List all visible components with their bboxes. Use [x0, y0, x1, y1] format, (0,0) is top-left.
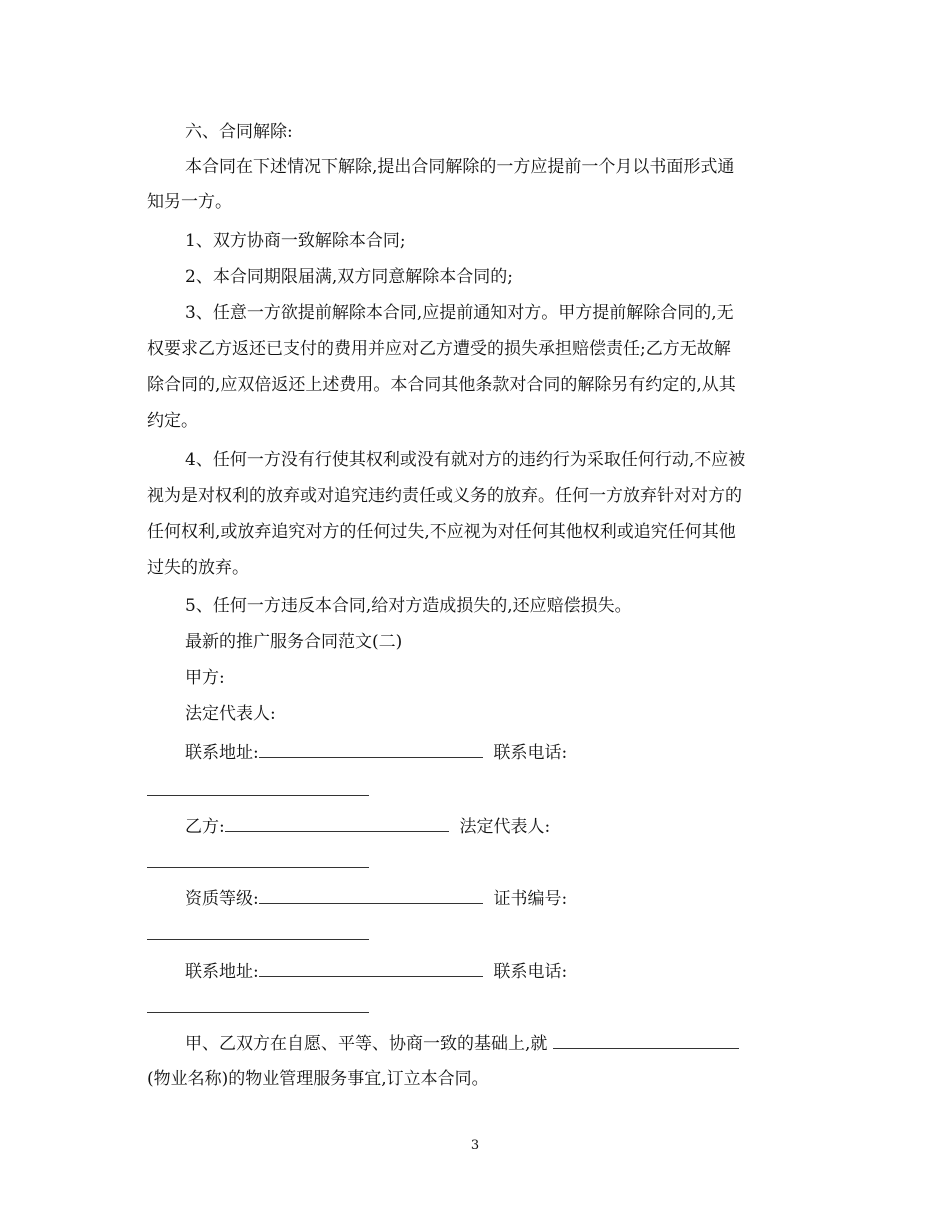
party-b-label: 乙方: — [185, 817, 225, 837]
address-blank-2 — [259, 958, 483, 977]
list-item-3-line: 权要求乙方返还已支付的费用并应对乙方遭受的损失承担赔偿责任;乙方无故解 — [147, 339, 731, 359]
legal-rep2-blank — [147, 867, 369, 868]
phone-blank — [147, 795, 369, 796]
final-text-pre: 甲、乙双方在自愿、平等、协商一致的基础上,就 — [185, 1034, 548, 1054]
phone-label: 联系电话: — [493, 743, 568, 763]
address-label: 联系地址: — [185, 743, 259, 763]
section-heading: 六、合同解除: — [185, 122, 293, 142]
final-paragraph-line: (物业名称)的物业管理服务事宜,订立本合同。 — [147, 1069, 489, 1089]
property-name-blank — [553, 1030, 739, 1049]
legal-rep2-label: 法定代表人: — [459, 817, 551, 837]
contract-title: 最新的推广服务合同范文(二) — [185, 632, 403, 652]
phone-label-2: 联系电话: — [493, 962, 568, 982]
address-blank — [259, 739, 483, 758]
qualification-blank — [259, 885, 483, 904]
final-paragraph-line — [185, 1030, 855, 1055]
legal-rep-label: 法定代表人: — [185, 704, 276, 724]
cert-no-label: 证书编号: — [493, 889, 568, 909]
paragraph-line: 本合同在下述情况下解除,提出合同解除的一方应提前一个月以书面形式通 — [185, 157, 735, 177]
address-label-2: 联系地址: — [185, 962, 259, 982]
list-item-3-line: 约定。 — [147, 411, 198, 431]
list-item-3-line: 3、任意一方欲提前解除本合同,应提前通知对方。甲方提前解除合同的,无 — [185, 303, 734, 323]
party-b-line — [185, 813, 855, 838]
address-line — [185, 739, 855, 764]
page-number: 3 — [470, 1138, 480, 1153]
list-item-4-line: 视为是对权利的放弃或对追究违约责任或义务的放弃。任何一方放弃针对对方的 — [147, 486, 742, 506]
list-item-4-line: 4、任何一方没有行使其权利或没有就对方的违约行为采取任何行动,不应被 — [185, 450, 746, 470]
paragraph-line: 知另一方。 — [147, 192, 232, 212]
phone-blank-2 — [147, 1012, 369, 1013]
list-item-1: 1、双方协商一致解除本合同; — [185, 231, 406, 251]
list-item-3-line: 除合同的,应双倍返还上述费用。本合同其他条款对合同的解除另有约定的,从其 — [147, 375, 736, 395]
party-a-label: 甲方: — [185, 668, 225, 688]
qualification-label: 资质等级: — [185, 889, 259, 909]
cert-no-blank — [147, 939, 369, 940]
list-item-4-line: 过失的放弃。 — [147, 558, 249, 578]
party-b-blank — [225, 813, 449, 832]
list-item-2: 2、本合同期限届满,双方同意解除本合同的; — [185, 267, 513, 287]
qualification-line — [185, 885, 855, 910]
list-item-5: 5、任何一方违反本合同,给对方造成损失的,还应赔偿损失。 — [185, 596, 632, 616]
list-item-4-line: 任何权利,或放弃追究对方的任何过失,不应视为对任何其他权利或追究任何其他 — [147, 522, 736, 542]
address-line-2 — [185, 958, 855, 983]
